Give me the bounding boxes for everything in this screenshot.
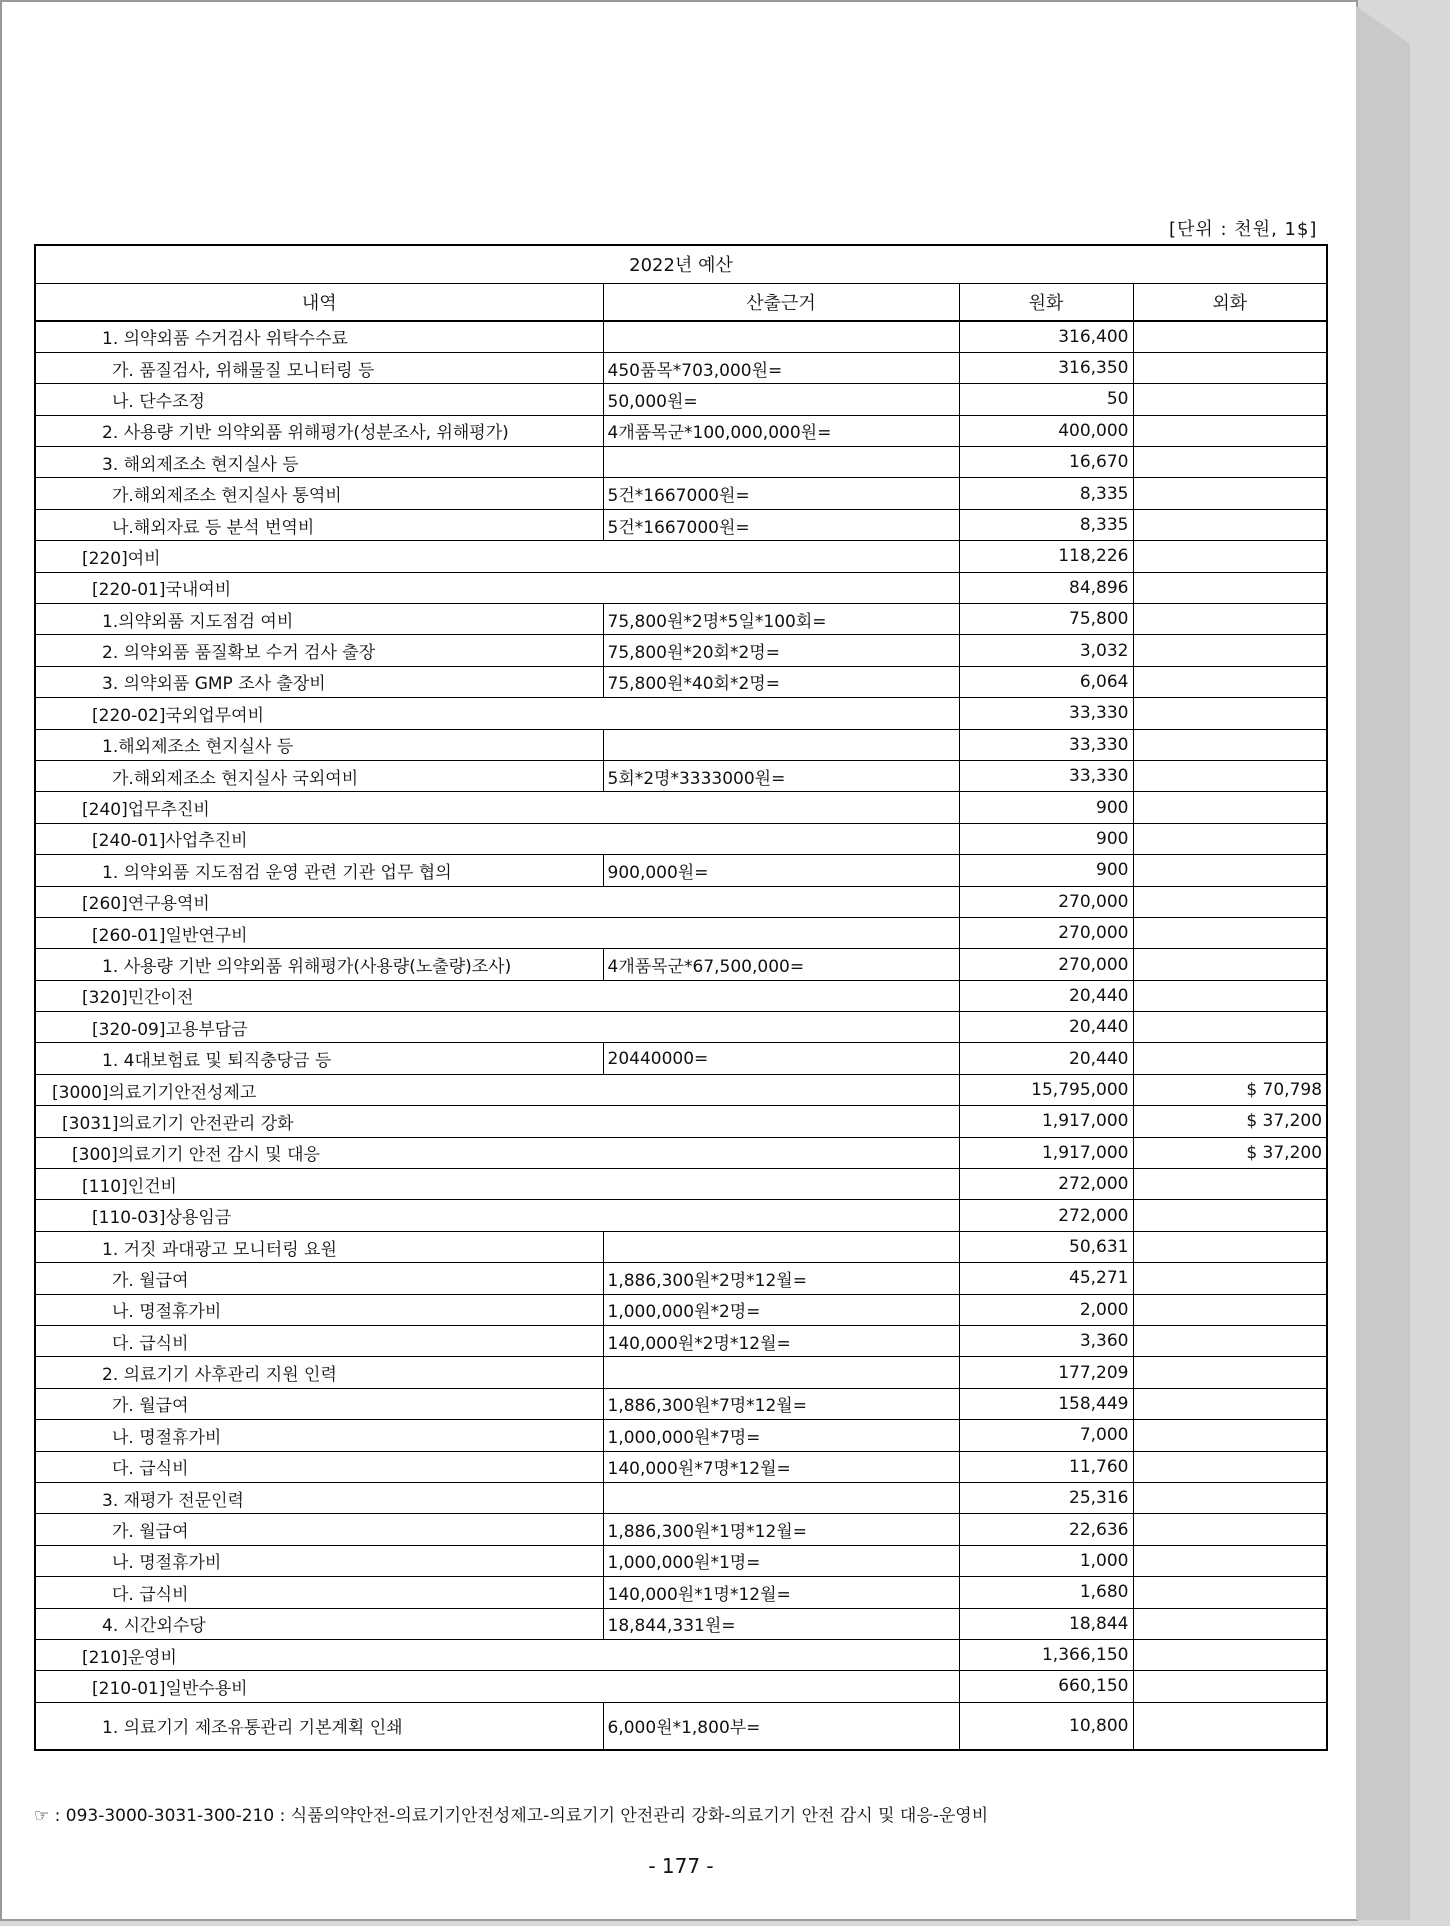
row-description: [320-09]고용부담금 bbox=[35, 1012, 959, 1043]
row-description: 1.의약외품 지도점검 여비 bbox=[35, 604, 603, 635]
row-foreign-amount bbox=[1133, 1702, 1327, 1750]
table-row bbox=[35, 1326, 1327, 1357]
row-description: 가.해외제조소 현지실사 국외여비 bbox=[35, 760, 603, 791]
row-basis: 20440000= bbox=[603, 1043, 959, 1074]
row-basis bbox=[603, 1482, 959, 1513]
row-won-amount: 272,000 bbox=[959, 1169, 1133, 1200]
row-foreign-amount bbox=[1133, 1514, 1327, 1545]
table-row bbox=[35, 1357, 1327, 1388]
row-description: 1. 사용량 기반 의약외품 위해평가(사용량(노출량)조사) bbox=[35, 949, 603, 980]
row-foreign-amount bbox=[1133, 1420, 1327, 1451]
row-foreign-amount bbox=[1133, 572, 1327, 603]
row-won-amount: 7,000 bbox=[959, 1420, 1133, 1451]
row-won-amount: 316,400 bbox=[959, 321, 1133, 352]
row-foreign-amount bbox=[1133, 1263, 1327, 1294]
row-basis: 4개품목군*100,000,000원= bbox=[603, 415, 959, 446]
table-row bbox=[35, 1482, 1327, 1513]
table-row bbox=[35, 698, 1327, 729]
row-description: 2. 의료기기 사후관리 지원 인력 bbox=[35, 1357, 603, 1388]
table-row bbox=[35, 1545, 1327, 1576]
row-basis: 1,000,000원*2명= bbox=[603, 1294, 959, 1325]
row-foreign-amount bbox=[1133, 1545, 1327, 1576]
row-won-amount: 33,330 bbox=[959, 760, 1133, 791]
row-description: [110-03]상용임금 bbox=[35, 1200, 959, 1231]
row-description: 가. 월급여 bbox=[35, 1388, 603, 1419]
table-row bbox=[35, 1671, 1327, 1702]
table-row bbox=[35, 352, 1327, 383]
row-description: [210]운영비 bbox=[35, 1639, 959, 1670]
row-won-amount: 20,440 bbox=[959, 980, 1133, 1011]
row-foreign-amount bbox=[1133, 478, 1327, 509]
footnote: ☞ : 093-3000-3031-300-210 : 식품의약안전-의료기기안전성제고-의료기기 안전관리 강화-의료기기 안전 감시 및 대응-운영비 bbox=[34, 1806, 989, 1826]
row-foreign-amount bbox=[1133, 1671, 1327, 1702]
table-title: 2022년 예산 bbox=[35, 245, 1327, 283]
row-won-amount: 900 bbox=[959, 792, 1133, 823]
row-basis: 1,000,000원*7명= bbox=[603, 1420, 959, 1451]
row-foreign-amount: $ 70,798 bbox=[1133, 1074, 1327, 1105]
row-description: 다. 급식비 bbox=[35, 1326, 603, 1357]
row-basis: 1,000,000원*1명= bbox=[603, 1545, 959, 1576]
row-won-amount: 900 bbox=[959, 823, 1133, 854]
row-foreign-amount bbox=[1133, 1482, 1327, 1513]
table-row bbox=[35, 1012, 1327, 1043]
table-row bbox=[35, 541, 1327, 572]
table-row bbox=[35, 572, 1327, 603]
row-description: 나. 명절휴가비 bbox=[35, 1420, 603, 1451]
row-description: 가.해외제조소 현지실사 통역비 bbox=[35, 478, 603, 509]
row-description: [320]민간이전 bbox=[35, 980, 959, 1011]
table-row bbox=[35, 1420, 1327, 1451]
row-basis: 140,000원*1명*12월= bbox=[603, 1577, 959, 1608]
row-basis: 1,886,300원*7명*12월= bbox=[603, 1388, 959, 1419]
row-foreign-amount bbox=[1133, 886, 1327, 917]
row-foreign-amount bbox=[1133, 1326, 1327, 1357]
table-row bbox=[35, 1639, 1327, 1670]
row-basis bbox=[603, 321, 959, 352]
row-description: 1.해외제조소 현지실사 등 bbox=[35, 729, 603, 760]
row-won-amount: 316,350 bbox=[959, 352, 1133, 383]
row-description: [210-01]일반수용비 bbox=[35, 1671, 959, 1702]
table-body bbox=[35, 321, 1327, 1750]
row-foreign-amount bbox=[1133, 760, 1327, 791]
table-header-row bbox=[35, 283, 1327, 321]
table-row bbox=[35, 1231, 1327, 1262]
row-foreign-amount bbox=[1133, 635, 1327, 666]
row-foreign-amount bbox=[1133, 1357, 1327, 1388]
row-won-amount: 158,449 bbox=[959, 1388, 1133, 1419]
row-basis: 75,800원*40회*2명= bbox=[603, 666, 959, 697]
budget-table bbox=[34, 244, 1328, 1751]
row-won-amount: 50 bbox=[959, 384, 1133, 415]
row-basis: 450품목*703,000원= bbox=[603, 352, 959, 383]
table-row bbox=[35, 1137, 1327, 1168]
table-row bbox=[35, 1263, 1327, 1294]
row-description: 가. 월급여 bbox=[35, 1514, 603, 1545]
table-row bbox=[35, 1702, 1327, 1750]
row-foreign-amount bbox=[1133, 666, 1327, 697]
row-won-amount: 33,330 bbox=[959, 698, 1133, 729]
table-row bbox=[35, 980, 1327, 1011]
row-basis: 5건*1667000원= bbox=[603, 478, 959, 509]
row-basis: 6,000원*1,800부= bbox=[603, 1702, 959, 1750]
row-description: 3. 재평가 전문인력 bbox=[35, 1482, 603, 1513]
row-description: 다. 급식비 bbox=[35, 1451, 603, 1482]
row-foreign-amount: $ 37,200 bbox=[1133, 1106, 1327, 1137]
row-description: [300]의료기기 안전 감시 및 대응 bbox=[35, 1137, 959, 1168]
row-foreign-amount bbox=[1133, 729, 1327, 760]
row-foreign-amount bbox=[1133, 917, 1327, 948]
row-foreign-amount bbox=[1133, 384, 1327, 415]
table-row bbox=[35, 509, 1327, 540]
table-row bbox=[35, 1608, 1327, 1639]
table-row bbox=[35, 886, 1327, 917]
row-foreign-amount bbox=[1133, 1639, 1327, 1670]
row-won-amount: 1,680 bbox=[959, 1577, 1133, 1608]
row-won-amount: 15,795,000 bbox=[959, 1074, 1133, 1105]
row-description: 나. 명절휴가비 bbox=[35, 1294, 603, 1325]
header-won: 원화 bbox=[959, 283, 1133, 321]
row-description: [110]인건비 bbox=[35, 1169, 959, 1200]
row-foreign-amount bbox=[1133, 698, 1327, 729]
page-edge-shadow bbox=[1356, 6, 1410, 1920]
row-description: 3. 해외제조소 현지실사 등 bbox=[35, 447, 603, 478]
row-won-amount: 20,440 bbox=[959, 1012, 1133, 1043]
row-foreign-amount bbox=[1133, 1200, 1327, 1231]
row-won-amount: 50,631 bbox=[959, 1231, 1133, 1262]
table-row bbox=[35, 855, 1327, 886]
row-basis: 140,000원*7명*12월= bbox=[603, 1451, 959, 1482]
row-won-amount: 2,000 bbox=[959, 1294, 1133, 1325]
row-description: 2. 사용량 기반 의약외품 위해평가(성분조사, 위해평가) bbox=[35, 415, 603, 446]
page-number: - 177 - bbox=[648, 1854, 714, 1878]
row-description: [260-01]일반연구비 bbox=[35, 917, 959, 948]
header-description: 내역 bbox=[35, 283, 603, 321]
row-won-amount: 1,000 bbox=[959, 1545, 1133, 1576]
row-won-amount: 6,064 bbox=[959, 666, 1133, 697]
row-foreign-amount bbox=[1133, 509, 1327, 540]
table-row bbox=[35, 729, 1327, 760]
table-row bbox=[35, 1514, 1327, 1545]
row-basis: 900,000원= bbox=[603, 855, 959, 886]
table-row bbox=[35, 760, 1327, 791]
row-foreign-amount bbox=[1133, 1608, 1327, 1639]
row-won-amount: 8,335 bbox=[959, 478, 1133, 509]
row-won-amount: 270,000 bbox=[959, 917, 1133, 948]
row-foreign-amount bbox=[1133, 980, 1327, 1011]
row-description: 다. 급식비 bbox=[35, 1577, 603, 1608]
row-foreign-amount bbox=[1133, 447, 1327, 478]
row-won-amount: 33,330 bbox=[959, 729, 1133, 760]
row-foreign-amount bbox=[1133, 352, 1327, 383]
row-foreign-amount bbox=[1133, 823, 1327, 854]
row-description: 3. 의약외품 GMP 조사 출장비 bbox=[35, 666, 603, 697]
table-row bbox=[35, 1043, 1327, 1074]
table-row bbox=[35, 1577, 1327, 1608]
row-foreign-amount bbox=[1133, 1388, 1327, 1419]
row-description: [3000]의료기기안전성제고 bbox=[35, 1074, 959, 1105]
unit-label: [단위 : 천원, 1$] bbox=[1169, 219, 1318, 240]
row-won-amount: 11,760 bbox=[959, 1451, 1133, 1482]
row-foreign-amount bbox=[1133, 792, 1327, 823]
row-won-amount: 1,366,150 bbox=[959, 1639, 1133, 1670]
row-foreign-amount bbox=[1133, 415, 1327, 446]
table-row bbox=[35, 1294, 1327, 1325]
row-basis bbox=[603, 447, 959, 478]
row-description: [220]여비 bbox=[35, 541, 959, 572]
row-won-amount: 118,226 bbox=[959, 541, 1133, 572]
row-won-amount: 45,271 bbox=[959, 1263, 1133, 1294]
row-won-amount: 900 bbox=[959, 855, 1133, 886]
row-won-amount: 660,150 bbox=[959, 1671, 1133, 1702]
table-row bbox=[35, 792, 1327, 823]
row-description: [220-02]국외업무여비 bbox=[35, 698, 959, 729]
row-foreign-amount bbox=[1133, 1231, 1327, 1262]
row-foreign-amount bbox=[1133, 604, 1327, 635]
row-basis: 75,800원*20회*2명= bbox=[603, 635, 959, 666]
table-row bbox=[35, 917, 1327, 948]
row-basis: 1,886,300원*2명*12월= bbox=[603, 1263, 959, 1294]
row-description: 1. 거짓 과대광고 모니터링 요원 bbox=[35, 1231, 603, 1262]
row-description: 나. 명절휴가비 bbox=[35, 1545, 603, 1576]
table-title-row bbox=[35, 245, 1327, 283]
table-row bbox=[35, 604, 1327, 635]
row-basis: 140,000원*2명*12월= bbox=[603, 1326, 959, 1357]
table-row bbox=[35, 949, 1327, 980]
row-basis bbox=[603, 1357, 959, 1388]
table-row bbox=[35, 447, 1327, 478]
row-description: 4. 시간외수당 bbox=[35, 1608, 603, 1639]
header-foreign: 외화 bbox=[1133, 283, 1327, 321]
row-basis: 75,800원*2명*5일*100회= bbox=[603, 604, 959, 635]
row-basis: 5회*2명*3333000원= bbox=[603, 760, 959, 791]
row-description: 1. 의약외품 지도점검 운영 관련 기관 업무 협의 bbox=[35, 855, 603, 886]
header-basis: 산출근거 bbox=[603, 283, 959, 321]
table-row bbox=[35, 1074, 1327, 1105]
table-row bbox=[35, 666, 1327, 697]
row-basis bbox=[603, 1231, 959, 1262]
row-description: 나.해외자료 등 분석 번역비 bbox=[35, 509, 603, 540]
row-foreign-amount bbox=[1133, 1451, 1327, 1482]
row-won-amount: 25,316 bbox=[959, 1482, 1133, 1513]
table-row bbox=[35, 478, 1327, 509]
row-description: 나. 단수조정 bbox=[35, 384, 603, 415]
row-won-amount: 16,670 bbox=[959, 447, 1133, 478]
row-won-amount: 84,896 bbox=[959, 572, 1133, 603]
row-description: [240]업무추진비 bbox=[35, 792, 959, 823]
table-row bbox=[35, 823, 1327, 854]
row-description: 1. 의료기기 제조유통관리 기본계획 인쇄 bbox=[35, 1702, 603, 1750]
table-row bbox=[35, 321, 1327, 352]
row-won-amount: 22,636 bbox=[959, 1514, 1133, 1545]
row-won-amount: 20,440 bbox=[959, 1043, 1133, 1074]
table-row bbox=[35, 1451, 1327, 1482]
row-description: 1. 4대보험료 및 퇴직충당금 등 bbox=[35, 1043, 603, 1074]
row-basis: 5건*1667000원= bbox=[603, 509, 959, 540]
table-row bbox=[35, 1169, 1327, 1200]
row-description: [260]연구용역비 bbox=[35, 886, 959, 917]
row-description: 가. 월급여 bbox=[35, 1263, 603, 1294]
row-foreign-amount bbox=[1133, 1294, 1327, 1325]
row-basis: 4개품목군*67,500,000= bbox=[603, 949, 959, 980]
row-won-amount: 272,000 bbox=[959, 1200, 1133, 1231]
row-description: 2. 의약외품 품질확보 수거 검사 출장 bbox=[35, 635, 603, 666]
row-won-amount: 1,917,000 bbox=[959, 1106, 1133, 1137]
row-foreign-amount: $ 37,200 bbox=[1133, 1137, 1327, 1168]
row-basis: 18,844,331원= bbox=[603, 1608, 959, 1639]
table-row bbox=[35, 1106, 1327, 1137]
row-foreign-amount bbox=[1133, 1169, 1327, 1200]
row-foreign-amount bbox=[1133, 1577, 1327, 1608]
row-basis: 1,886,300원*1명*12월= bbox=[603, 1514, 959, 1545]
row-won-amount: 8,335 bbox=[959, 509, 1133, 540]
table-row bbox=[35, 1388, 1327, 1419]
row-won-amount: 1,917,000 bbox=[959, 1137, 1133, 1168]
table-row bbox=[35, 415, 1327, 446]
row-foreign-amount bbox=[1133, 1012, 1327, 1043]
row-won-amount: 270,000 bbox=[959, 949, 1133, 980]
row-basis bbox=[603, 729, 959, 760]
row-foreign-amount bbox=[1133, 949, 1327, 980]
row-description: [240-01]사업추진비 bbox=[35, 823, 959, 854]
row-foreign-amount bbox=[1133, 1043, 1327, 1074]
row-description: 가. 품질검사, 위해물질 모니터링 등 bbox=[35, 352, 603, 383]
table-row bbox=[35, 1200, 1327, 1231]
row-won-amount: 3,032 bbox=[959, 635, 1133, 666]
row-won-amount: 400,000 bbox=[959, 415, 1133, 446]
table-row bbox=[35, 384, 1327, 415]
row-foreign-amount bbox=[1133, 855, 1327, 886]
row-won-amount: 18,844 bbox=[959, 1608, 1133, 1639]
row-foreign-amount bbox=[1133, 541, 1327, 572]
row-won-amount: 270,000 bbox=[959, 886, 1133, 917]
row-foreign-amount bbox=[1133, 321, 1327, 352]
row-won-amount: 3,360 bbox=[959, 1326, 1133, 1357]
row-won-amount: 75,800 bbox=[959, 604, 1133, 635]
row-description: [3031]의료기기 안전관리 강화 bbox=[35, 1106, 959, 1137]
row-description: [220-01]국내여비 bbox=[35, 572, 959, 603]
row-description: 1. 의약외품 수거검사 위탁수수료 bbox=[35, 321, 603, 352]
row-basis: 50,000원= bbox=[603, 384, 959, 415]
table-row bbox=[35, 635, 1327, 666]
row-won-amount: 177,209 bbox=[959, 1357, 1133, 1388]
row-won-amount: 10,800 bbox=[959, 1702, 1133, 1750]
